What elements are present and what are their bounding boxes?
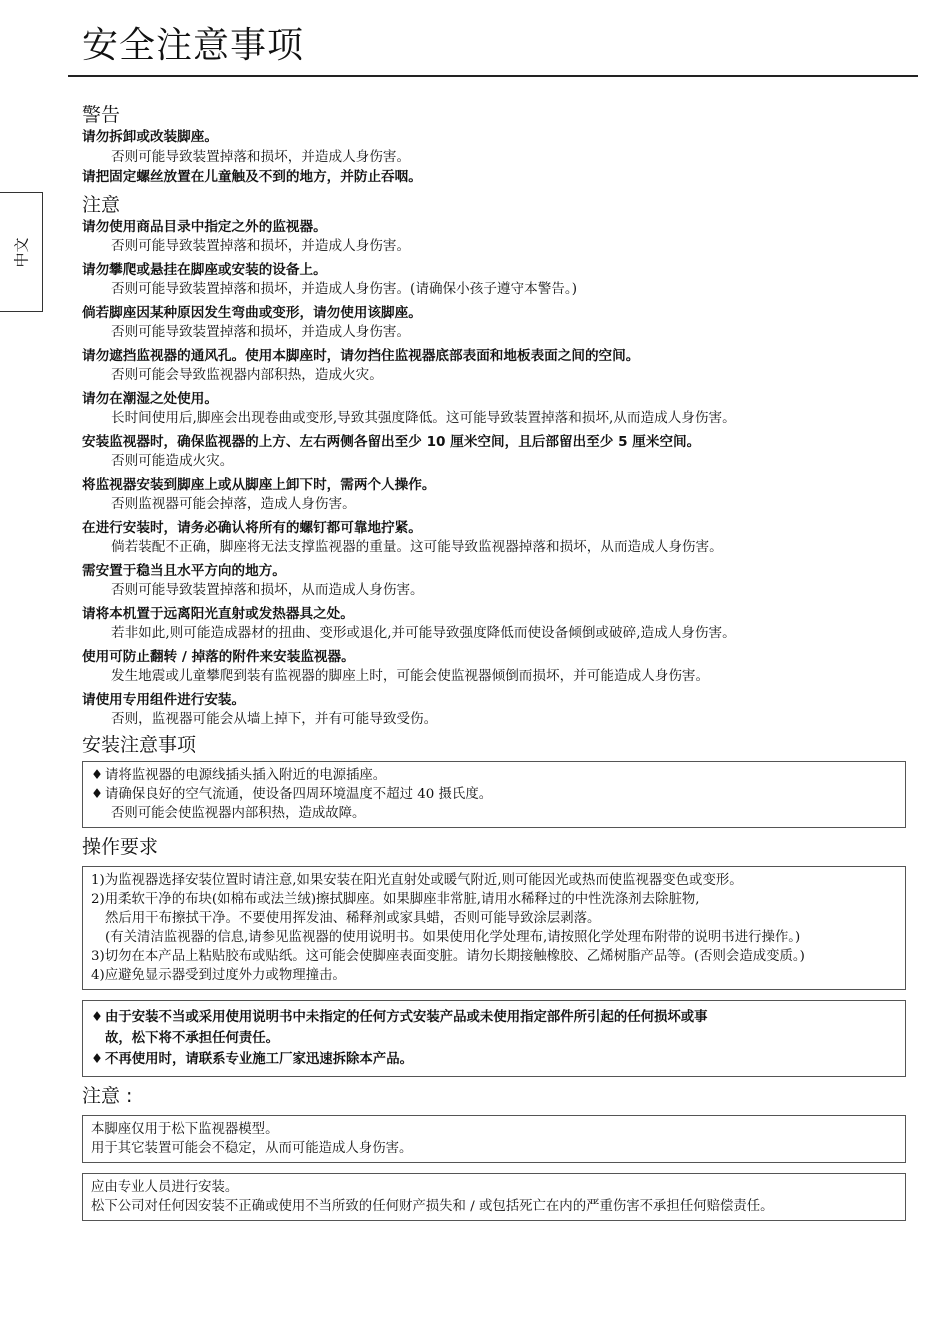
caution-item-title: 请使用专用组件进行安装。 — [82, 692, 246, 708]
caution-item-body: 发生地震或儿童攀爬到装有监视器的脚座上时，可能会使监视器倾倒而损坏，并可能造成人身伤害。 — [111, 668, 710, 684]
caution-item-title: 将监视器安装到脚座上或从脚座上卸下时，需两个人操作。 — [82, 477, 436, 493]
caution-item — [82, 518, 908, 557]
disclaimer-text: 故，松下将不承担任何责任。 — [105, 1031, 280, 1046]
caution-heading: 注意 — [82, 194, 121, 216]
caution-item-body: 否则可能导致装置掉落和损坏，并造成人身伤害。(请确保小孩子遵守本警告。) — [111, 281, 577, 297]
caution-item-body: 否则可能导致装置掉落和损坏，并造成人身伤害。 — [111, 324, 411, 340]
disclaimer-text: 不再使用时，请联系专业施工厂家迅速拆除本产品。 — [105, 1052, 413, 1067]
caution-item-body: 否则，监视器可能会从墙上掉下，并有可能导致受伤。 — [111, 711, 438, 727]
caution-item-title: 请勿遮挡监视器的通风孔。使用本脚座时，请勿挡住监视器底部表面和地板表面之间的空间。 — [82, 348, 640, 364]
operation-note: (有关清洁监视器的信息,请参见监视器的使用说明书。如果使用化学处理布,请按照化学处理布附带的说明书进行操作。) — [105, 930, 801, 945]
note-box-liability — [82, 1173, 906, 1221]
diamond-bullet-icon: ♦ — [91, 1052, 104, 1067]
caution-item-title: 请勿在潮湿之处使用。 — [82, 391, 218, 407]
note-section — [82, 1084, 908, 1221]
caution-item-title: 在进行安装时，请务必确认将所有的螺钉都可靠地拧紧。 — [82, 520, 422, 536]
caution-item-title: 请勿使用商品目录中指定之外的监视器。 — [82, 219, 327, 235]
caution-item — [82, 475, 908, 514]
disclaimer-box — [82, 1000, 906, 1077]
operation-note: 4)应避免显示器受到过度外力或物理撞击。 — [91, 968, 346, 983]
operation-section — [82, 835, 908, 990]
warning-item — [82, 127, 908, 167]
operation-note: 3)切勿在本产品上粘贴胶布或贴纸。这可能会使脚座表面变脏。请勿长期接触橡胶、乙烯树脂产品等。(否则会造成变质。) — [91, 949, 805, 964]
warning-heading: 警告 — [82, 104, 121, 126]
install-note — [91, 766, 897, 785]
operation-note: 2)用柔软干净的布块(如棉布或法兰绒)擦拭脚座。如果脚座非常脏,请用水稀释过的中性洗涤剂去除脏物, — [91, 892, 700, 907]
install-note-text: 请将监视器的电源线插头插入附近的电源插座。 — [105, 768, 387, 783]
language-tab — [0, 192, 43, 312]
caution-item — [82, 561, 908, 600]
caution-item-body: 若非如此,则可能造成器材的扭曲、变形或退化,并可能导致强度降低而使设备倾倒或破碎,造成人身伤害。 — [111, 625, 736, 641]
page-title: 安全注意事项 — [82, 25, 305, 66]
caution-item — [82, 217, 908, 256]
caution-item-title: 请将本机置于远离阳光直射或发热器具之处。 — [82, 606, 354, 622]
caution-section — [82, 193, 908, 729]
note-line: 本脚座仅用于松下监视器模型。 — [91, 1122, 279, 1137]
warning-item-title: 请把固定螺丝放置在儿童触及不到的地方，并防止吞咽。 — [82, 169, 422, 185]
caution-item — [82, 690, 908, 729]
caution-item-title: 需安置于稳当且水平方向的地方。 — [82, 563, 286, 579]
caution-item — [82, 647, 908, 686]
disclaimer-text: 由于安装不当或采用使用说明书中未指定的任何方式安装产品或未使用指定部件所引起的任何损坏或事 — [105, 1010, 708, 1025]
caution-item — [82, 346, 908, 385]
caution-item-title: 使用可防止翻转 / 掉落的附件来安装监视器。 — [82, 649, 355, 665]
warning-item-body: 否则可能导致装置掉落和损坏，并造成人身伤害。 — [111, 149, 411, 165]
disclaimer-line — [91, 1007, 897, 1028]
caution-item-title: 请勿攀爬或悬挂在脚座或安装的设备上。 — [82, 262, 327, 278]
operation-note: 然后用干布擦拭干净。不要使用挥发油、稀释剂或家具蜡，否则可能导致涂层剥落。 — [105, 911, 601, 926]
caution-item-body: 否则可能会导致监视器内部积热，造成火灾。 — [111, 367, 383, 383]
caution-item-body: 否则可能造成火灾。 — [111, 453, 234, 469]
install-note-text: 否则可能会使监视器内部积热，造成故障。 — [111, 806, 366, 821]
install-note — [91, 785, 897, 804]
note-line: 用于其它装置可能会不稳定，从而可能造成人身伤害。 — [91, 1141, 413, 1156]
caution-item-title: 安装监视器时，确保监视器的上方、左右两侧各留出至少 10 厘米空间，且后部留出至少 5 厘米空间。 — [82, 434, 701, 450]
operation-heading: 操作要求 — [82, 836, 159, 858]
caution-item-body: 否则可能导致装置掉落和损坏，并造成人身伤害。 — [111, 238, 411, 254]
caution-item — [82, 432, 908, 471]
install-section — [82, 733, 908, 828]
caution-item-title: 倘若脚座因某种原因发生弯曲或变形，请勿使用该脚座。 — [82, 305, 422, 321]
warning-section — [82, 103, 908, 188]
caution-item — [82, 303, 908, 342]
operation-note: 1)为监视器选择安装位置时请注意,如果安装在阳光直射处或暖气附近,则可能因光或热而使监视器变色或变形。 — [91, 873, 743, 888]
diamond-bullet-icon: ♦ — [91, 1010, 104, 1025]
title-divider — [68, 75, 918, 77]
install-heading: 安装注意事项 — [82, 734, 197, 756]
warning-item-title: 请勿拆卸或改装脚座。 — [82, 129, 218, 145]
caution-item-body: 否则监视器可能会掉落，造成人身伤害。 — [111, 496, 356, 512]
diamond-bullet-icon: ♦ — [91, 787, 104, 802]
note-heading: 注意 : — [82, 1085, 133, 1107]
main-content — [82, 103, 908, 1221]
disclaimer-line — [91, 1049, 897, 1070]
warning-item — [82, 167, 908, 188]
note-box-model — [82, 1115, 906, 1163]
caution-item-body: 否则可能导致装置掉落和损坏，从而造成人身伤害。 — [111, 582, 424, 598]
language-tab-label: 中文 — [12, 236, 31, 268]
install-notes-box — [82, 761, 906, 828]
diamond-bullet-icon: ♦ — [91, 768, 104, 783]
install-note-text: 请确保良好的空气流通，使设备四周环境温度不超过 40 摄氏度。 — [105, 787, 493, 802]
operation-notes-box — [82, 866, 906, 990]
note-line: 松下公司对任何因安装不正确或使用不当所致的任何财产损失和 / 或包括死亡在内的严重伤害不承担任何赔偿责任。 — [91, 1199, 774, 1214]
caution-item — [82, 604, 908, 643]
note-line: 应由专业人员进行安装。 — [91, 1180, 239, 1195]
caution-item-body: 倘若装配不正确，脚座将无法支撑监视器的重量。这可能导致监视器掉落和损坏，从而造成人身伤害。 — [111, 539, 723, 555]
caution-item — [82, 260, 908, 299]
caution-item-body: 长时间使用后,脚座会出现卷曲或变形,导致其强度降低。这可能导致装置掉落和损坏,从而造成人身伤害。 — [111, 410, 736, 426]
caution-item — [82, 389, 908, 428]
